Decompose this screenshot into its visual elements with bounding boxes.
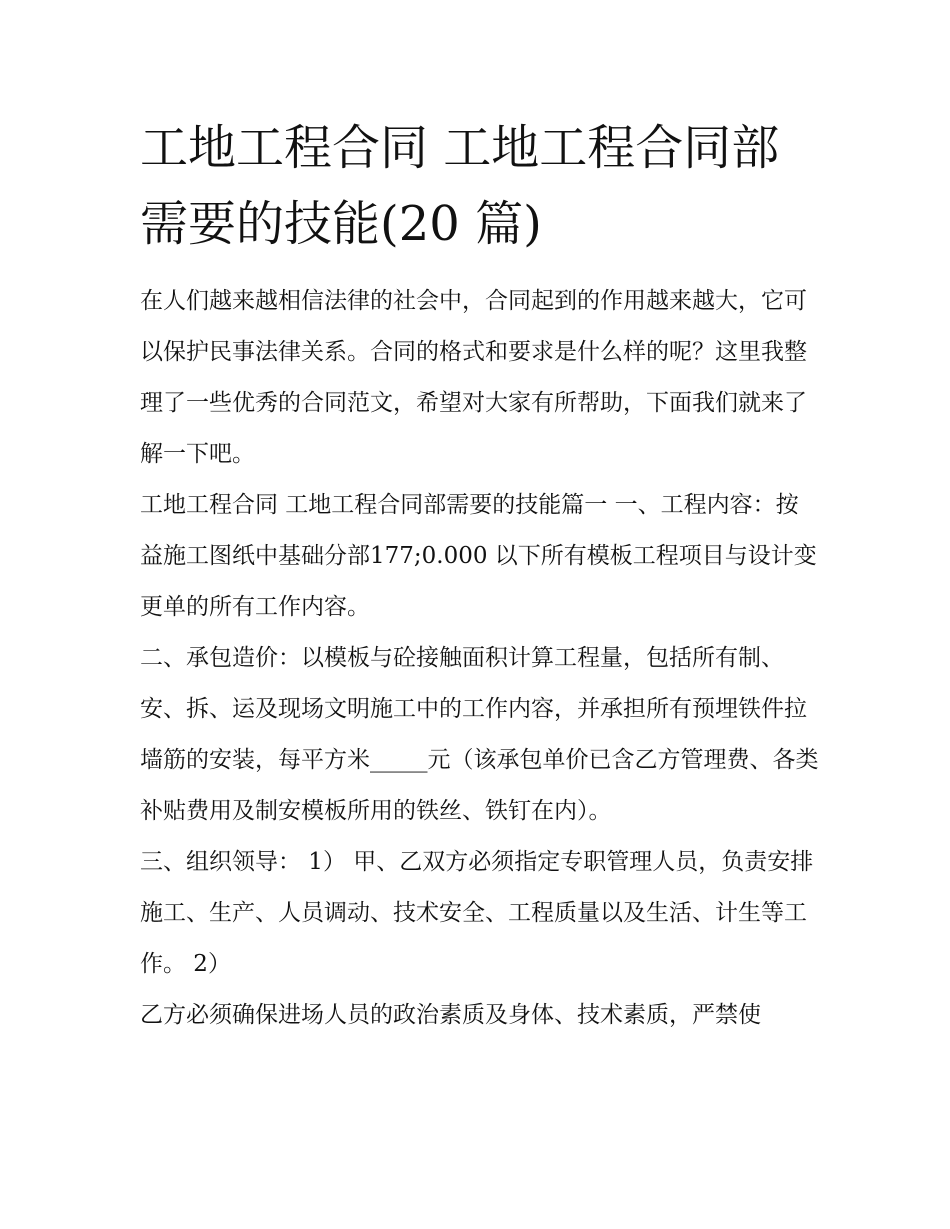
section-one-paragraph: 工地工程合同 工地工程合同部需要的技能篇一 一、工程内容：按益施工图纸中基础分部177;0.000 以下所有模板工程项目与设计变更单的所有工作内容。 [140, 492, 817, 620]
section-three-continued-paragraph: 乙方必须确保进场人员的政治素质及身体、技术素质，严禁使 [140, 1002, 761, 1028]
section-two-paragraph: 二、承包造价：以模板与砼接触面积计算工程量，包括所有制、安、拆、运及现场文明施工中的工作内容，并承担所有预埋铁件拉墙筋的安装，每平方米_____元（该承包单价已含乙方管理费、各类补贴费用及制安模板所用的铁丝、铁钉在内）。 [140, 645, 819, 824]
section-three-paragraph: 三、组织领导： 1） 甲、乙双方必须指定专职管理人员，负责安排施工、生产、人员调动、技术安全、工程质量以及生活、计生等工作。 2） [140, 849, 814, 977]
document-title: 工地工程合同 工地工程合同部需要的技能(20 篇) [140, 120, 780, 252]
intro-paragraph: 在人们越来越相信法律的社会中，合同起到的作用越来越大，它可以保护民事法律关系。合同的格式和要求是什么样的呢？这里我整理了一些优秀的合同范文，希望对大家有所帮助，下面我们就来了解一下吧。 [140, 288, 807, 467]
document-body [140, 110, 820, 1041]
